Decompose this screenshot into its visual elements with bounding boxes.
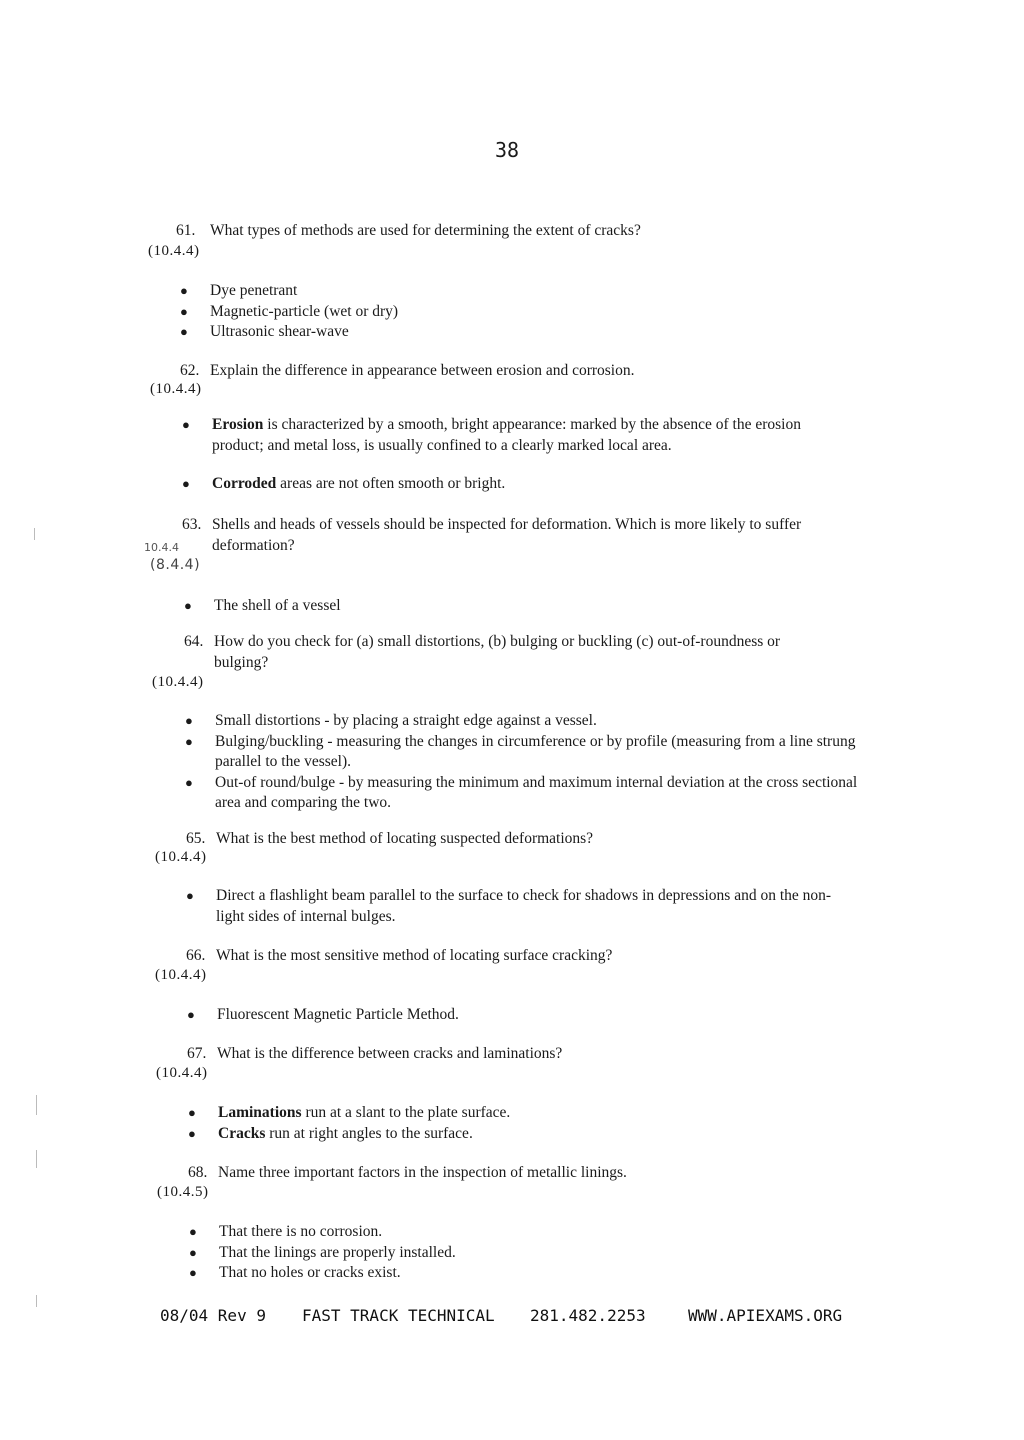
question-number: 63.	[182, 516, 202, 533]
bullet-icon: ●	[185, 713, 193, 728]
list-item: ● That no holes or cracks exist.	[189, 1263, 849, 1284]
bullet-icon: ●	[187, 1007, 195, 1022]
bullet-icon: ●	[185, 774, 193, 790]
answer-list	[189, 1222, 849, 1284]
scan-mark	[36, 1095, 37, 1115]
list-item: ● Bulging/buckling - measuring the changes in circumference or by profile (measuring from a line strung parallel to the vessel).	[185, 732, 856, 770]
page-number: 38	[494, 138, 520, 162]
section-reference: (10.4.4)	[148, 243, 200, 259]
bullet-icon: ●	[189, 1224, 197, 1239]
answer-list	[185, 711, 860, 814]
question-text: What types of methods are used for determining the extent of cracks?	[210, 222, 641, 239]
question-64	[184, 631, 824, 673]
question-number: 67.	[187, 1045, 207, 1062]
footer-revision: 08/04 Rev 9	[160, 1306, 266, 1325]
scan-mark	[34, 528, 35, 540]
list-item: ● Erosion is characterized by a smooth, bright appearance: marked by the absence of the erosion product; and metal loss, is usually confined to a clearly marked local area.	[182, 416, 801, 454]
answer-list	[182, 415, 847, 495]
question-number: 64.	[184, 633, 204, 650]
section-reference: (10.4.4)	[156, 1065, 208, 1081]
list-item: ● Direct a flashlight beam parallel to the surface to check for shadows in depressions and on the non-light sides of internal bulges.	[186, 887, 832, 925]
scan-mark	[36, 1295, 37, 1307]
list-item: ● Ultrasonic shear-wave	[180, 322, 840, 343]
question-65	[186, 828, 866, 849]
question-66	[186, 945, 866, 966]
bullet-icon: ●	[188, 1125, 196, 1141]
section-reference: (10.4.4)	[150, 381, 202, 397]
list-item: ● Cracks run at right angles to the surface.	[188, 1124, 848, 1145]
section-reference: (8.4.4)	[150, 557, 201, 573]
list-item: ● That the linings are properly installed.	[189, 1243, 849, 1264]
section-reference: (10.4.4)	[152, 674, 204, 690]
bullet-icon: ●	[180, 324, 188, 339]
question-67	[187, 1043, 867, 1064]
footer-website: WWW.APIEXAMS.ORG	[688, 1306, 843, 1325]
list-item: ● Out-of round/bulge - by measuring the minimum and maximum internal deviation at the cross sectional area and comparing the two.	[185, 773, 858, 811]
answer-list	[188, 1103, 848, 1144]
question-68	[188, 1162, 868, 1183]
bullet-icon: ●	[185, 733, 193, 749]
section-reference: (10.4.4)	[155, 967, 207, 983]
answer-list	[186, 886, 851, 927]
answer-list	[187, 1005, 847, 1026]
answer-list	[180, 281, 840, 343]
question-number: 65.	[186, 830, 206, 847]
list-item: ● Magnetic-particle (wet or dry)	[180, 302, 840, 323]
list-item: ● Small distortions - by placing a straight edge against a vessel.	[185, 711, 860, 732]
list-item: ● Fluorescent Magnetic Particle Method.	[187, 1005, 847, 1026]
bullet-icon: ●	[180, 283, 188, 298]
bullet-icon: ●	[184, 598, 192, 613]
question-number: 61.	[176, 222, 196, 239]
bullet-icon: ●	[180, 303, 188, 319]
footer-company: FAST TRACK TECHNICAL	[302, 1306, 495, 1325]
question-text: What is the most sensitive method of locating surface cracking?	[216, 947, 613, 964]
bullet-icon: ●	[189, 1265, 197, 1280]
question-number: 66.	[186, 947, 206, 964]
question-text: How do you check for (a) small distortions, (b) bulging or buckling (c) out-of-roundness or bulging?	[214, 633, 781, 671]
list-item: ● That there is no corrosion.	[189, 1222, 849, 1243]
section-reference: (10.4.5)	[157, 1184, 209, 1200]
question-61	[176, 220, 856, 241]
answer-list	[184, 596, 844, 617]
question-text: What is the difference between cracks and laminations?	[217, 1045, 563, 1062]
bullet-icon: ●	[182, 417, 190, 432]
question-text: Name three important factors in the inspection of metallic linings.	[218, 1164, 627, 1181]
question-text: Explain the difference in appearance between erosion and corrosion.	[210, 362, 635, 379]
list-item: ● Dye penetrant	[180, 281, 840, 302]
bullet-icon: ●	[189, 1244, 197, 1260]
question-number: 62.	[180, 362, 200, 379]
scan-mark	[36, 1150, 37, 1168]
bullet-icon: ●	[188, 1105, 196, 1120]
bullet-icon: ●	[182, 476, 190, 491]
footer-phone: 281.482.2253	[530, 1306, 646, 1325]
question-number: 68.	[188, 1164, 208, 1181]
list-item: ● Laminations run at a slant to the plate surface.	[188, 1103, 848, 1124]
handwritten-annotation: 10.4.4	[144, 541, 179, 554]
section-reference: (10.4.4)	[155, 849, 207, 865]
question-62	[180, 360, 860, 381]
question-text: Shells and heads of vessels should be inspected for deformation. Which is more likely to suffer deformation?	[212, 516, 802, 554]
bullet-icon: ●	[186, 888, 194, 903]
question-text: What is the best method of locating suspected deformations?	[216, 830, 594, 847]
question-63	[182, 514, 852, 556]
list-item: ● The shell of a vessel	[184, 596, 844, 617]
list-item: ● Corroded areas are not often smooth or bright.	[182, 474, 847, 495]
